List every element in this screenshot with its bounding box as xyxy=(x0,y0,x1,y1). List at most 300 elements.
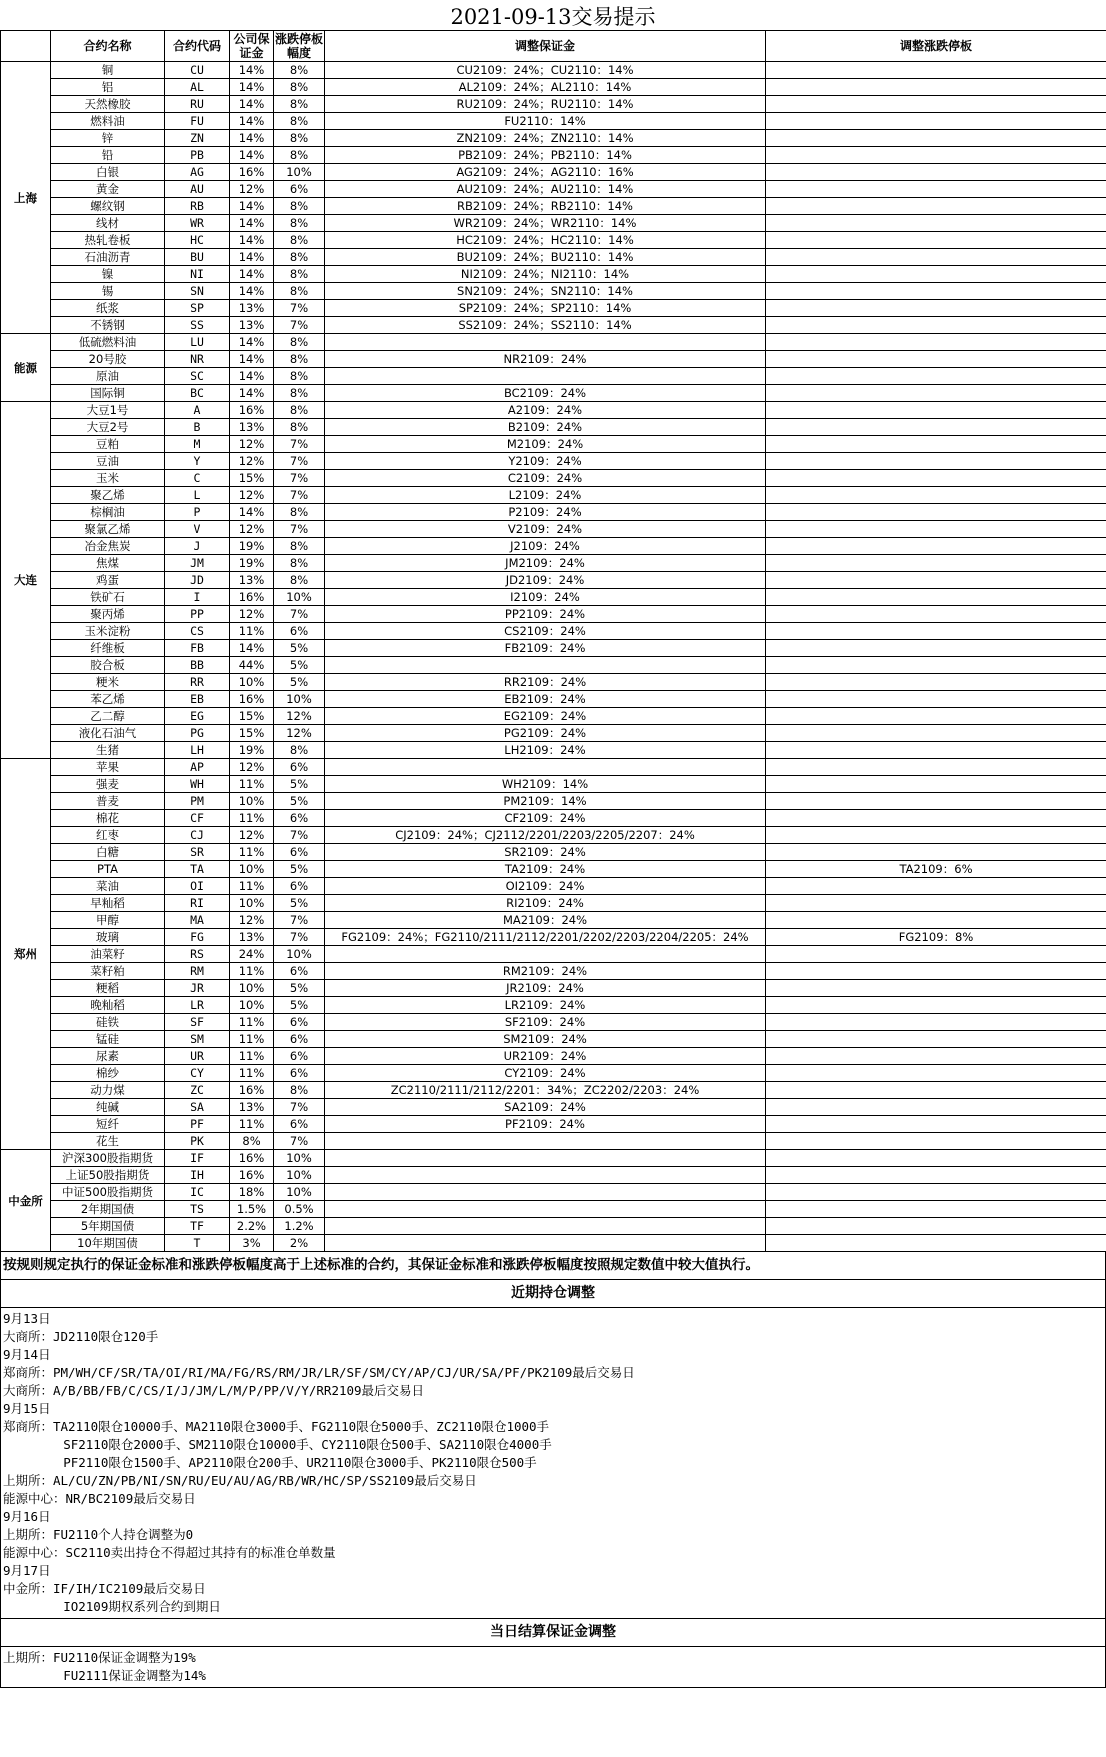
limit-range: 6% xyxy=(274,181,325,198)
exchange-cell: 大连 xyxy=(1,402,51,759)
adjusted-margin: PG2109：24% xyxy=(325,725,766,742)
notice-line: 9月16日 xyxy=(3,1509,51,1524)
adjusted-margin: FG2109：24%；FG2110/2111/2112/2201/2202/2203/2204/2205：24% xyxy=(325,929,766,946)
table-row xyxy=(1,997,1106,1014)
adjusted-margin: B2109：24% xyxy=(325,419,766,436)
adjusted-margin: P2109：24% xyxy=(325,504,766,521)
adjusted-limit xyxy=(766,1218,1106,1235)
notice-line: 大商所：JD2110限仓120手 xyxy=(3,1329,159,1344)
notice-line: PF2110限仓1500手、AP2110限仓200手、UR2110限仓3000手、PK2110限仓500手 xyxy=(3,1455,537,1470)
contract-code: AU xyxy=(165,181,230,198)
contract-name: 棉纱 xyxy=(51,1065,165,1082)
table-row xyxy=(1,946,1106,963)
contract-code: JD xyxy=(165,572,230,589)
table-body xyxy=(1,62,1106,1252)
adjusted-margin: SR2109：24% xyxy=(325,844,766,861)
contract-name: 苯乙烯 xyxy=(51,691,165,708)
adjusted-margin: AU2109：24%；AU2110：14% xyxy=(325,181,766,198)
adjusted-limit xyxy=(766,1150,1106,1167)
contract-name: 液化石油气 xyxy=(51,725,165,742)
company-margin: 16% xyxy=(230,589,274,606)
adjusted-margin xyxy=(325,657,766,674)
contract-code: AL xyxy=(165,79,230,96)
adjusted-margin: RM2109：24% xyxy=(325,963,766,980)
company-margin: 19% xyxy=(230,555,274,572)
company-margin: 12% xyxy=(230,521,274,538)
contract-code: RI xyxy=(165,895,230,912)
limit-range: 5% xyxy=(274,674,325,691)
contract-code: SP xyxy=(165,300,230,317)
contract-code: MA xyxy=(165,912,230,929)
notice-line: 郑商所：TA2110限仓10000手、MA2110限仓3000手、FG2110限仓5000手、ZC2110限仓1000手 xyxy=(3,1419,550,1434)
limit-range: 5% xyxy=(274,861,325,878)
company-margin: 14% xyxy=(230,351,274,368)
adjusted-margin xyxy=(325,1167,766,1184)
adjusted-margin: BC2109：24% xyxy=(325,385,766,402)
adjusted-margin: AL2109：24%；AL2110：14% xyxy=(325,79,766,96)
contract-code: SA xyxy=(165,1099,230,1116)
limit-range: 8% xyxy=(274,351,325,368)
table-row xyxy=(1,1133,1106,1150)
limit-range: 8% xyxy=(274,368,325,385)
company-margin: 3% xyxy=(230,1235,274,1252)
company-margin: 12% xyxy=(230,827,274,844)
contract-code: I xyxy=(165,589,230,606)
contract-code: TF xyxy=(165,1218,230,1235)
company-margin: 16% xyxy=(230,1082,274,1099)
company-margin: 14% xyxy=(230,640,274,657)
adjusted-margin: OI2109：24% xyxy=(325,878,766,895)
adjusted-margin: RR2109：24% xyxy=(325,674,766,691)
adjusted-limit xyxy=(766,878,1106,895)
table-row xyxy=(1,266,1106,283)
table-row xyxy=(1,113,1106,130)
table-row xyxy=(1,980,1106,997)
contract-name: 2年期国债 xyxy=(51,1201,165,1218)
adjusted-limit xyxy=(766,793,1106,810)
contract-name: 棕榈油 xyxy=(51,504,165,521)
company-margin: 15% xyxy=(230,725,274,742)
company-margin: 14% xyxy=(230,266,274,283)
header-contract-name: 合约名称 xyxy=(51,31,165,62)
limit-range: 7% xyxy=(274,1133,325,1150)
company-margin: 11% xyxy=(230,1048,274,1065)
company-margin: 13% xyxy=(230,572,274,589)
adjusted-margin: Y2109：24% xyxy=(325,453,766,470)
company-margin: 11% xyxy=(230,844,274,861)
limit-range: 8% xyxy=(274,62,325,79)
notice-line: FU2111保证金调整为14% xyxy=(3,1668,206,1683)
contract-name: 焦煤 xyxy=(51,555,165,572)
contract-name: 铝 xyxy=(51,79,165,96)
adjusted-margin: I2109：24% xyxy=(325,589,766,606)
company-margin: 13% xyxy=(230,300,274,317)
contract-code: SC xyxy=(165,368,230,385)
company-margin: 12% xyxy=(230,912,274,929)
table-row xyxy=(1,368,1106,385)
company-margin: 14% xyxy=(230,62,274,79)
limit-range: 6% xyxy=(274,878,325,895)
table-row xyxy=(1,1201,1106,1218)
contract-name: 普麦 xyxy=(51,793,165,810)
limit-range: 5% xyxy=(274,776,325,793)
adjusted-limit xyxy=(766,521,1106,538)
limit-range: 10% xyxy=(274,589,325,606)
limit-range: 8% xyxy=(274,555,325,572)
limit-range: 12% xyxy=(274,708,325,725)
company-margin: 13% xyxy=(230,1099,274,1116)
limit-range: 10% xyxy=(274,1184,325,1201)
adjusted-limit xyxy=(766,555,1106,572)
table-row xyxy=(1,487,1106,504)
company-margin: 16% xyxy=(230,402,274,419)
adjusted-limit xyxy=(766,79,1106,96)
adjusted-limit xyxy=(766,1065,1106,1082)
adjusted-margin: FU2110：14% xyxy=(325,113,766,130)
company-margin: 18% xyxy=(230,1184,274,1201)
company-margin: 12% xyxy=(230,436,274,453)
company-margin: 11% xyxy=(230,1065,274,1082)
limit-range: 7% xyxy=(274,453,325,470)
company-margin: 11% xyxy=(230,776,274,793)
contract-name: 白银 xyxy=(51,164,165,181)
contract-code: Y xyxy=(165,453,230,470)
page-title: 2021-09-13交易提示 xyxy=(450,5,656,29)
limit-range: 8% xyxy=(274,249,325,266)
adjusted-margin xyxy=(325,1184,766,1201)
adjusted-limit xyxy=(766,351,1106,368)
adjusted-margin: CU2109：24%；CU2110：14% xyxy=(325,62,766,79)
company-margin: 11% xyxy=(230,1014,274,1031)
limit-range: 10% xyxy=(274,946,325,963)
contract-code: CU xyxy=(165,62,230,79)
adjusted-margin: WH2109：14% xyxy=(325,776,766,793)
table-row xyxy=(1,776,1106,793)
limit-range: 7% xyxy=(274,606,325,623)
contract-name: 白糖 xyxy=(51,844,165,861)
company-margin: 14% xyxy=(230,232,274,249)
contract-name: 上证50股指期货 xyxy=(51,1167,165,1184)
limit-range: 6% xyxy=(274,759,325,776)
contract-name: 20号胶 xyxy=(51,351,165,368)
table-row xyxy=(1,623,1106,640)
limit-range: 12% xyxy=(274,725,325,742)
table-row xyxy=(1,402,1106,419)
limit-range: 8% xyxy=(274,147,325,164)
notice-line: SF2110限仓2000手、SM2110限仓10000手、CY2110限仓500手、SA2110限仓4000手 xyxy=(3,1437,552,1452)
contract-code: BB xyxy=(165,657,230,674)
margin-table xyxy=(0,30,1106,1252)
adjusted-limit xyxy=(766,1235,1106,1252)
contract-code: V xyxy=(165,521,230,538)
contract-code: AP xyxy=(165,759,230,776)
table-row xyxy=(1,215,1106,232)
adjusted-limit xyxy=(766,810,1106,827)
limit-range: 0.5% xyxy=(274,1201,325,1218)
adjusted-margin xyxy=(325,946,766,963)
adjusted-margin: FB2109：24% xyxy=(325,640,766,657)
adjusted-limit xyxy=(766,487,1106,504)
settlement-section-body xyxy=(0,1647,1106,1688)
adjusted-limit xyxy=(766,1133,1106,1150)
contract-name: PTA xyxy=(51,861,165,878)
notice-line: 9月17日 xyxy=(3,1563,51,1578)
limit-range: 7% xyxy=(274,912,325,929)
contract-name: 聚氯乙烯 xyxy=(51,521,165,538)
adjusted-limit xyxy=(766,283,1106,300)
contract-code: PB xyxy=(165,147,230,164)
table-row xyxy=(1,929,1106,946)
contract-code: FG xyxy=(165,929,230,946)
adjusted-limit xyxy=(766,623,1106,640)
limit-range: 8% xyxy=(274,402,325,419)
contract-code: NR xyxy=(165,351,230,368)
company-margin: 14% xyxy=(230,147,274,164)
table-row xyxy=(1,317,1106,334)
contract-name: 硅铁 xyxy=(51,1014,165,1031)
adjusted-margin: PM2109：14% xyxy=(325,793,766,810)
adjusted-limit: FG2109：8% xyxy=(766,929,1106,946)
adjusted-margin: BU2109：24%；BU2110：14% xyxy=(325,249,766,266)
adjusted-limit xyxy=(766,1014,1106,1031)
header-adjusted-margin: 调整保证金 xyxy=(325,31,766,62)
adjusted-limit xyxy=(766,266,1106,283)
contract-name: 热轧卷板 xyxy=(51,232,165,249)
table-row xyxy=(1,895,1106,912)
contract-name: 玻璃 xyxy=(51,929,165,946)
contract-name: 红枣 xyxy=(51,827,165,844)
adjusted-limit xyxy=(766,1184,1106,1201)
table-row xyxy=(1,198,1106,215)
contract-name: 石油沥青 xyxy=(51,249,165,266)
adjusted-margin: JR2109：24% xyxy=(325,980,766,997)
company-margin: 14% xyxy=(230,130,274,147)
adjusted-margin xyxy=(325,1150,766,1167)
limit-range: 7% xyxy=(274,470,325,487)
table-row xyxy=(1,147,1106,164)
contract-code: FB xyxy=(165,640,230,657)
adjusted-limit xyxy=(766,113,1106,130)
company-margin: 14% xyxy=(230,504,274,521)
adjusted-limit xyxy=(766,657,1106,674)
table-row xyxy=(1,62,1106,79)
limit-range: 5% xyxy=(274,980,325,997)
adjusted-limit xyxy=(766,453,1106,470)
company-margin: 11% xyxy=(230,878,274,895)
contract-code: CJ xyxy=(165,827,230,844)
adjusted-limit xyxy=(766,742,1106,759)
contract-name: 苹果 xyxy=(51,759,165,776)
contract-code: M xyxy=(165,436,230,453)
company-margin: 15% xyxy=(230,708,274,725)
company-margin: 14% xyxy=(230,334,274,351)
adjusted-margin xyxy=(325,1133,766,1150)
adjusted-margin: A2109：24% xyxy=(325,402,766,419)
table-row xyxy=(1,878,1106,895)
limit-range: 7% xyxy=(274,827,325,844)
table-row xyxy=(1,589,1106,606)
limit-range: 6% xyxy=(274,810,325,827)
contract-code: LH xyxy=(165,742,230,759)
limit-range: 7% xyxy=(274,1099,325,1116)
adjusted-limit xyxy=(766,640,1106,657)
adjusted-limit xyxy=(766,1201,1106,1218)
company-margin: 10% xyxy=(230,997,274,1014)
contract-code: RS xyxy=(165,946,230,963)
limit-range: 8% xyxy=(274,283,325,300)
contract-code: ZN xyxy=(165,130,230,147)
contract-code: SS xyxy=(165,317,230,334)
contract-name: 纯碱 xyxy=(51,1099,165,1116)
contract-code: IH xyxy=(165,1167,230,1184)
contract-name: 冶金焦炭 xyxy=(51,538,165,555)
adjusted-margin: RU2109：24%；RU2110：14% xyxy=(325,96,766,113)
table-row xyxy=(1,640,1106,657)
table-row xyxy=(1,385,1106,402)
adjusted-limit xyxy=(766,912,1106,929)
adjusted-limit xyxy=(766,249,1106,266)
adjusted-limit xyxy=(766,1082,1106,1099)
adjusted-limit xyxy=(766,215,1106,232)
company-margin: 16% xyxy=(230,1167,274,1184)
table-header-row xyxy=(1,31,1106,62)
adjusted-margin: SF2109：24% xyxy=(325,1014,766,1031)
adjusted-limit xyxy=(766,589,1106,606)
adjusted-margin: SP2109：24%；SP2110：14% xyxy=(325,300,766,317)
contract-code: PM xyxy=(165,793,230,810)
company-margin: 12% xyxy=(230,453,274,470)
company-margin: 14% xyxy=(230,96,274,113)
table-row xyxy=(1,334,1106,351)
notice-line: 上期所：FU2110保证金调整为19% xyxy=(3,1650,196,1665)
adjusted-limit xyxy=(766,1099,1106,1116)
adjusted-margin xyxy=(325,1218,766,1235)
contract-code: SN xyxy=(165,283,230,300)
contract-code: PK xyxy=(165,1133,230,1150)
table-row xyxy=(1,674,1106,691)
adjusted-limit xyxy=(766,725,1106,742)
limit-range: 8% xyxy=(274,385,325,402)
limit-range: 8% xyxy=(274,215,325,232)
contract-code: SM xyxy=(165,1031,230,1048)
notice-line: IO2109期权系列合约到期日 xyxy=(3,1599,221,1614)
contract-code: EG xyxy=(165,708,230,725)
contract-name: 甲醇 xyxy=(51,912,165,929)
company-margin: 13% xyxy=(230,929,274,946)
adjusted-margin: EG2109：24% xyxy=(325,708,766,725)
adjusted-limit xyxy=(766,334,1106,351)
limit-range: 5% xyxy=(274,895,325,912)
company-margin: 16% xyxy=(230,1150,274,1167)
company-margin: 14% xyxy=(230,368,274,385)
contract-name: 胶合板 xyxy=(51,657,165,674)
table-row xyxy=(1,1184,1106,1201)
limit-range: 6% xyxy=(274,844,325,861)
contract-code: TS xyxy=(165,1201,230,1218)
adjusted-limit xyxy=(766,504,1106,521)
table-row xyxy=(1,572,1106,589)
table-row xyxy=(1,810,1106,827)
limit-range: 8% xyxy=(274,266,325,283)
adjusted-limit xyxy=(766,691,1106,708)
contract-code: RB xyxy=(165,198,230,215)
adjusted-limit xyxy=(766,300,1106,317)
company-margin: 11% xyxy=(230,1116,274,1133)
adjusted-margin xyxy=(325,334,766,351)
limit-range: 7% xyxy=(274,521,325,538)
contract-code: PP xyxy=(165,606,230,623)
position-section-title: 近期持仓调整 xyxy=(0,1280,1106,1308)
table-row xyxy=(1,606,1106,623)
limit-range: 2% xyxy=(274,1235,325,1252)
contract-name: 沪深300股指期货 xyxy=(51,1150,165,1167)
adjusted-limit xyxy=(766,606,1106,623)
contract-name: 铜 xyxy=(51,62,165,79)
adjusted-margin: L2109：24% xyxy=(325,487,766,504)
limit-range: 7% xyxy=(274,487,325,504)
adjusted-limit xyxy=(766,130,1106,147)
contract-name: 纸浆 xyxy=(51,300,165,317)
contract-code: L xyxy=(165,487,230,504)
contract-name: 国际铜 xyxy=(51,385,165,402)
table-row xyxy=(1,164,1106,181)
adjusted-limit xyxy=(766,470,1106,487)
table-row xyxy=(1,1031,1106,1048)
contract-name: 聚丙烯 xyxy=(51,606,165,623)
company-margin: 14% xyxy=(230,215,274,232)
limit-range: 7% xyxy=(274,436,325,453)
table-row xyxy=(1,300,1106,317)
table-row xyxy=(1,538,1106,555)
adjusted-limit xyxy=(766,164,1106,181)
adjusted-limit xyxy=(766,572,1106,589)
company-margin: 13% xyxy=(230,419,274,436)
adjusted-limit xyxy=(766,1031,1106,1048)
limit-range: 8% xyxy=(274,538,325,555)
adjusted-margin: NR2109：24% xyxy=(325,351,766,368)
adjusted-margin: JD2109：24% xyxy=(325,572,766,589)
contract-name: 镍 xyxy=(51,266,165,283)
contract-name: 早籼稻 xyxy=(51,895,165,912)
company-margin: 44% xyxy=(230,657,274,674)
adjusted-margin: J2109：24% xyxy=(325,538,766,555)
company-margin: 14% xyxy=(230,283,274,300)
adjusted-limit xyxy=(766,62,1106,79)
limit-range: 8% xyxy=(274,130,325,147)
limit-range: 8% xyxy=(274,742,325,759)
contract-name: 玉米淀粉 xyxy=(51,623,165,640)
contract-name: 锰硅 xyxy=(51,1031,165,1048)
settlement-section-title: 当日结算保证金调整 xyxy=(0,1619,1106,1647)
notice-line: 9月14日 xyxy=(3,1347,51,1362)
table-row xyxy=(1,96,1106,113)
adjusted-margin: EB2109：24% xyxy=(325,691,766,708)
company-margin: 10% xyxy=(230,980,274,997)
adjusted-limit xyxy=(766,538,1106,555)
table-row xyxy=(1,79,1106,96)
table-row xyxy=(1,912,1106,929)
adjusted-limit xyxy=(766,147,1106,164)
exchange-cell: 郑州 xyxy=(1,759,51,1150)
contract-name: 螺纹钢 xyxy=(51,198,165,215)
notice-line: 能源中心：SC2110卖出持仓不得超过其持有的标准仓单数量 xyxy=(3,1545,336,1560)
contract-name: 油菜籽 xyxy=(51,946,165,963)
company-margin: 12% xyxy=(230,759,274,776)
company-margin: 16% xyxy=(230,164,274,181)
contract-code: TA xyxy=(165,861,230,878)
contract-name: 棉花 xyxy=(51,810,165,827)
limit-range: 8% xyxy=(274,96,325,113)
